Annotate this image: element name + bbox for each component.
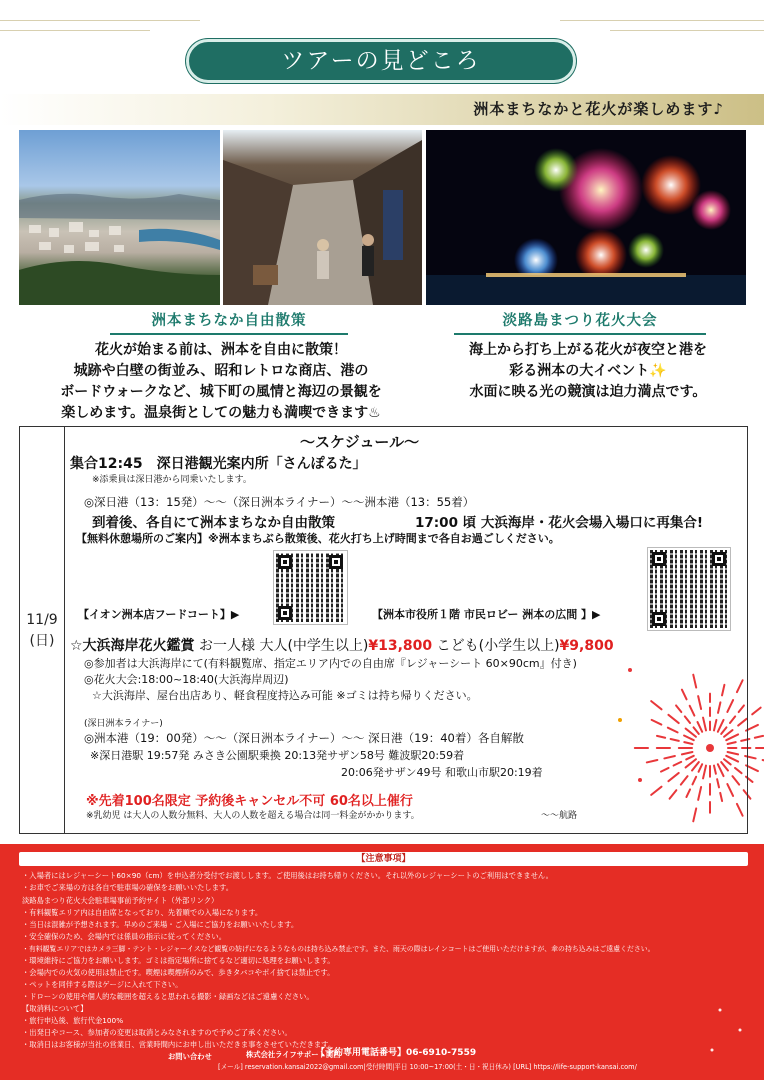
route-note: 〜〜航路 [541,811,578,821]
price-child: ¥9,800 [559,638,614,654]
notice-item: ・ペットを同伴する際はゲージに入れて下さい。 [22,980,183,989]
fireworks-price-line [70,635,614,655]
notice-link[interactable]: 淡路島まつり花火大会駐車場事前予約サイト（外部リンク） [22,896,219,905]
ferry-return: ◎洲本港（19：00発）〜〜（深日洲本ライナー）〜〜 深日港（19：40着）各自解散 [84,731,524,745]
desc-line: 海上から打ち上がる花火が夜空と港を [469,342,707,358]
desc-line: ボードウォークなど、城下町の風情と海辺の景観を [60,384,382,400]
rest-info: 【無料休憩場所のご案内】※洲本まちぶら散策後、花火打ち上げ時間まで各自お過ごしください。 [76,532,560,545]
price-adult-label: お一人様 大人(中学生以上) [199,638,369,654]
decorative-line [560,20,764,21]
notice-item: ・安全確保のため、会場内では係員の指示に従ってください。 [22,932,227,941]
fireworks-stall-note: ☆大浜海岸、屋台出店あり、軽食程度持込み可能 ※ゴミは持ち帰りください。 [92,689,478,702]
meeting-info: 集合12:45 深日港観光案内所「さんぽるた」 [70,456,367,472]
desc-line: 楽しめます。温泉街としての魅力も満喫できます♨ [61,405,381,421]
ferry-outbound: ◎深日港（13：15発）〜〜（深日洲本ライナー）〜〜洲本港（13：55着） [84,495,475,509]
highlight-desc-town [14,340,428,424]
desc-line: 花火が始まる前は、洲本を自由に散策！ [95,342,347,358]
firework-ray [752,708,760,715]
decorative-line [610,30,764,31]
infant-note: ※乳幼児 は大人の人数分無料、大人の人数を超える場合は同一料金がかかります。 [86,811,420,821]
highlight-desc-fireworks [430,340,746,403]
firework-ray [755,736,763,738]
fireworks-time: ◎花火大会:18:00~18:40(大浜海岸周辺) [84,673,289,686]
fireworks-illustration [426,130,746,305]
page-title: ツアーの見どころ [186,39,576,83]
town-view-photo [19,130,220,305]
notice-item: ・旅行申込後、旅行代金100% [22,1016,124,1025]
fireworks-photo [426,130,746,305]
notice-title: 【注意事項】 [19,852,748,866]
qr-code-icon[interactable] [274,551,347,624]
decorative-line [0,30,150,31]
desc-line: 水面に映る光の競演は迫力満点です。 [469,384,707,400]
notice-item: ・有料観覧エリア内は自由席となっており、先着順での入場になります。 [22,908,263,917]
date-weekday: (日) [29,633,55,649]
notice-item: ・有料観覧エリアではカメラ三脚・テント・レジャーイスなど観覧の妨げになるようなものは持ち込み禁止です。また、雨天の際はレインコートはご使用いただけますが、傘の持ち込みはご遠慮ください。 [22,945,655,953]
meeting-note: ※添乗員は深日港から同乗いたします。 [92,475,252,485]
notice-item: ・お車でご来場の方は各自で駐車場の確保をお願いいたします。 [22,883,234,892]
highlight-label-town: 洲本まちなか自由散策 [110,309,348,335]
qr-right-label: 【洲本市役所１階 市民ロビー 洲本の広間 】▶ [372,608,601,621]
schedule-heading: 〜スケジュール〜 [300,433,420,451]
notice-item: ・ドローンの使用や個人的な範囲を超えると思われる撮影・録画などはご遠慮ください。 [22,992,314,1001]
phone-number[interactable]: 【予約専用電話番号】06-6910-7559 [316,1048,477,1058]
notice-item: ・出発日やコース、参加者の変更は取消とみなされますので予めご了承ください。 [22,1028,292,1037]
company-name: 株式会社ライフサポート関西 [246,1050,341,1059]
date-day: 11/9 [26,612,58,628]
cancel-heading: 【取消料について】 [22,1004,88,1013]
fireworks-title: ☆大浜海岸花火鑑賞 [70,638,195,654]
decorative-line [0,20,200,21]
train-info-1: ※深日港駅 19:57発 みさき公園駅乗換 20:13発サザン58号 難波駅20:59着 [90,749,465,762]
regroup-text: 17:00 頃 大浜海岸・花火会場入場口に再集合! [415,515,704,531]
notice-item: ・環境維持にご協力をお願いします。ゴミは指定場所に捨てるなど適切に処理をお願いします。 [22,956,335,965]
town-view-illustration [19,130,220,305]
qr-code-icon[interactable] [648,548,730,630]
street-illustration [223,130,422,305]
sparkle-icon [700,1000,760,1070]
contact-label: お問い合わせ [168,1052,212,1061]
liner-label: (深日洲本ライナー) [84,719,163,729]
contact-details[interactable]: [メール] reservation.kansai2022@gmail.com|受付時間|平日 10:00~17:00(土・日・祝日休み) [URL] https://life-support-kansai.com/ [218,1063,637,1071]
train-info-2: 20:06発サザン49号 和歌山市駅20:19着 [341,766,543,779]
price-adult: ¥13,800 [368,638,433,654]
notice-item: ・取消日はお客様が当社の営業日、営業時間内にお申し出いただきま事をさせていただきます。 [22,1040,336,1049]
price-child-label: こども(小学生以上) [436,638,560,654]
notice-item: ・入場者にはレジャーシート60×90（cm）を申込者分受付でお渡しします。ご使用後はお持ち帰りください。それ以外のレジャーシートのご利用はできません。 [22,871,553,880]
qr-left-label: 【イオン洲本店フードコート】▶ [78,608,240,621]
notice-item: ・会場内での火気の使用は禁止です。喫煙は喫煙所のみで、歩きタバコやポイ捨ては禁止です。 [22,968,335,977]
schedule-date [19,610,65,652]
street-photo [223,130,422,305]
limit-note: ※先着100名限定 予約後キャンセル不可 60名以上催行 [86,794,413,809]
subtitle-text: 洲本まちなかと花火が楽しめます♪ [473,100,724,118]
desc-line: 城跡や白壁の街並み、昭和レトロな商店、港の [73,363,369,379]
desc-line: 彩る洲本の大イベント✨ [509,363,667,379]
notice-item: ・当日は混雑が予想されます。早めのご来場・ご入場にご協力をお願いいたします。 [22,920,299,929]
arrival-text: 到着後、各自にて洲本まちなか自由散策 [92,515,335,531]
fireworks-note: ◎参加者は大浜海岸にて(有料観覧席、指定エリア内での自由席『レジャーシート 60×90cm』付き) [84,657,577,670]
highlight-label-fireworks: 淡路島まつり花火大会 [454,309,706,335]
